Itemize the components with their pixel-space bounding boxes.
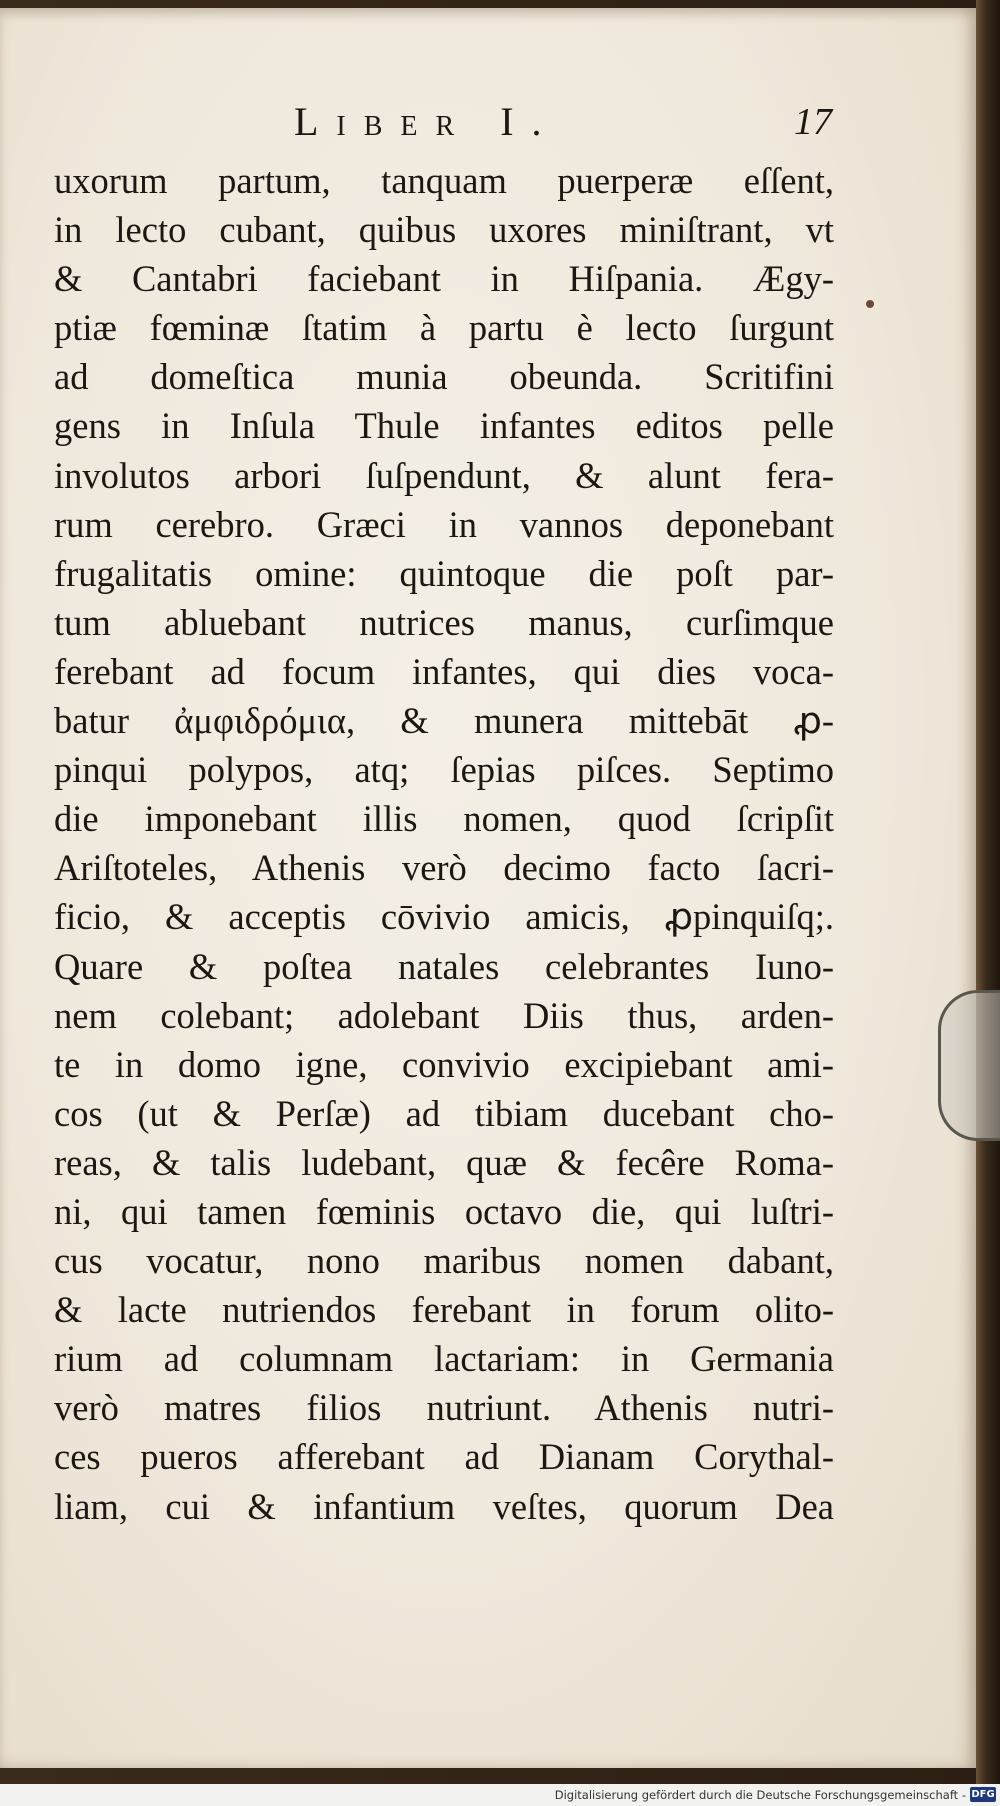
page-header: [280, 92, 840, 152]
text-line: & lacte nutriendos ferebant in forum olito-: [54, 1289, 834, 1331]
text-line: ad domeſtica munia obeunda. Scritifini: [54, 356, 834, 398]
digitization-footer: [0, 1784, 1000, 1806]
funding-credit: Digitalisierung gefördert durch die Deutsche Forschungsgemeinschaft -: [554, 1788, 966, 1802]
text-line: involutos arbori ſuſpendunt, & alunt fera-: [54, 454, 834, 496]
text-line: gens in Inſula Thule infantes editos pelle: [54, 405, 834, 447]
text-line: verò matres filios nutriunt. Athenis nutri-: [54, 1387, 834, 1429]
dfg-logo-icon: DFG: [971, 1789, 995, 1800]
text-line: tum abluebant nutrices manus, curſimque: [54, 601, 834, 643]
text-line: Quare & poſtea natales celebrantes Iuno-: [54, 945, 834, 987]
text-line: cos (ut & Perſæ) ad tibiam ducebant cho-: [54, 1092, 834, 1134]
text-line: rium ad columnam lactariam: in Germania: [54, 1338, 834, 1380]
text-line: ces pueros afferebant ad Dianam Corythal-: [54, 1436, 834, 1478]
text-line: te in domo igne, convivio excipiebant ami-: [54, 1043, 834, 1085]
text-line: ni, qui tamen fœminis octavo die, qui luſtri-: [54, 1190, 834, 1232]
book-page: [0, 8, 976, 1768]
text-line: reas, & talis ludebant, quæ & fecêre Roma-: [54, 1141, 834, 1183]
ink-speck: [866, 300, 874, 308]
page-number: 17: [794, 101, 832, 143]
text-line: ptiæ fœminæ ſtatim à partu è lecto ſurgunt: [54, 307, 834, 349]
text-line: cus vocatur, nono maribus nomen dabant,: [54, 1240, 834, 1282]
text-line: Ariſtoteles, Athenis verò decimo facto ſacri-: [54, 847, 834, 889]
text-line: ferebant ad focum infantes, qui dies voca-: [54, 650, 834, 692]
page-clip: [938, 990, 1000, 1141]
text-line: batur ἀμφιδρόμια, & munera mittebāt ꝓ-: [54, 700, 834, 742]
body-text: [54, 156, 834, 1531]
text-line: pinqui polypos, atq; ſepias piſces. Septimo: [54, 749, 834, 791]
text-line: die imponebant illis nomen, quod ſcripſit: [54, 798, 834, 840]
running-head: Liber I.: [294, 99, 560, 144]
text-line: rum cerebro. Græci in vannos deponebant: [54, 503, 834, 545]
text-line: liam, cui & infantium veſtes, quorum Dea: [54, 1485, 834, 1527]
text-line: ficio, & acceptis cōvivio amicis, ꝓpinquiſq;.: [54, 896, 834, 938]
text-line: uxorum partum, tanquam puerperæ eſſent,: [54, 160, 834, 201]
text-line: & Cantabri faciebant in Hiſpania. Ægy-: [54, 258, 834, 300]
text-line: nem colebant; adolebant Diis thus, arden-: [54, 994, 834, 1036]
text-line: frugalitatis omine: quintoque die poſt par-: [54, 552, 834, 594]
book-edge: [976, 0, 1000, 1790]
text-line: in lecto cubant, quibus uxores miniſtrant, vt: [54, 209, 834, 251]
